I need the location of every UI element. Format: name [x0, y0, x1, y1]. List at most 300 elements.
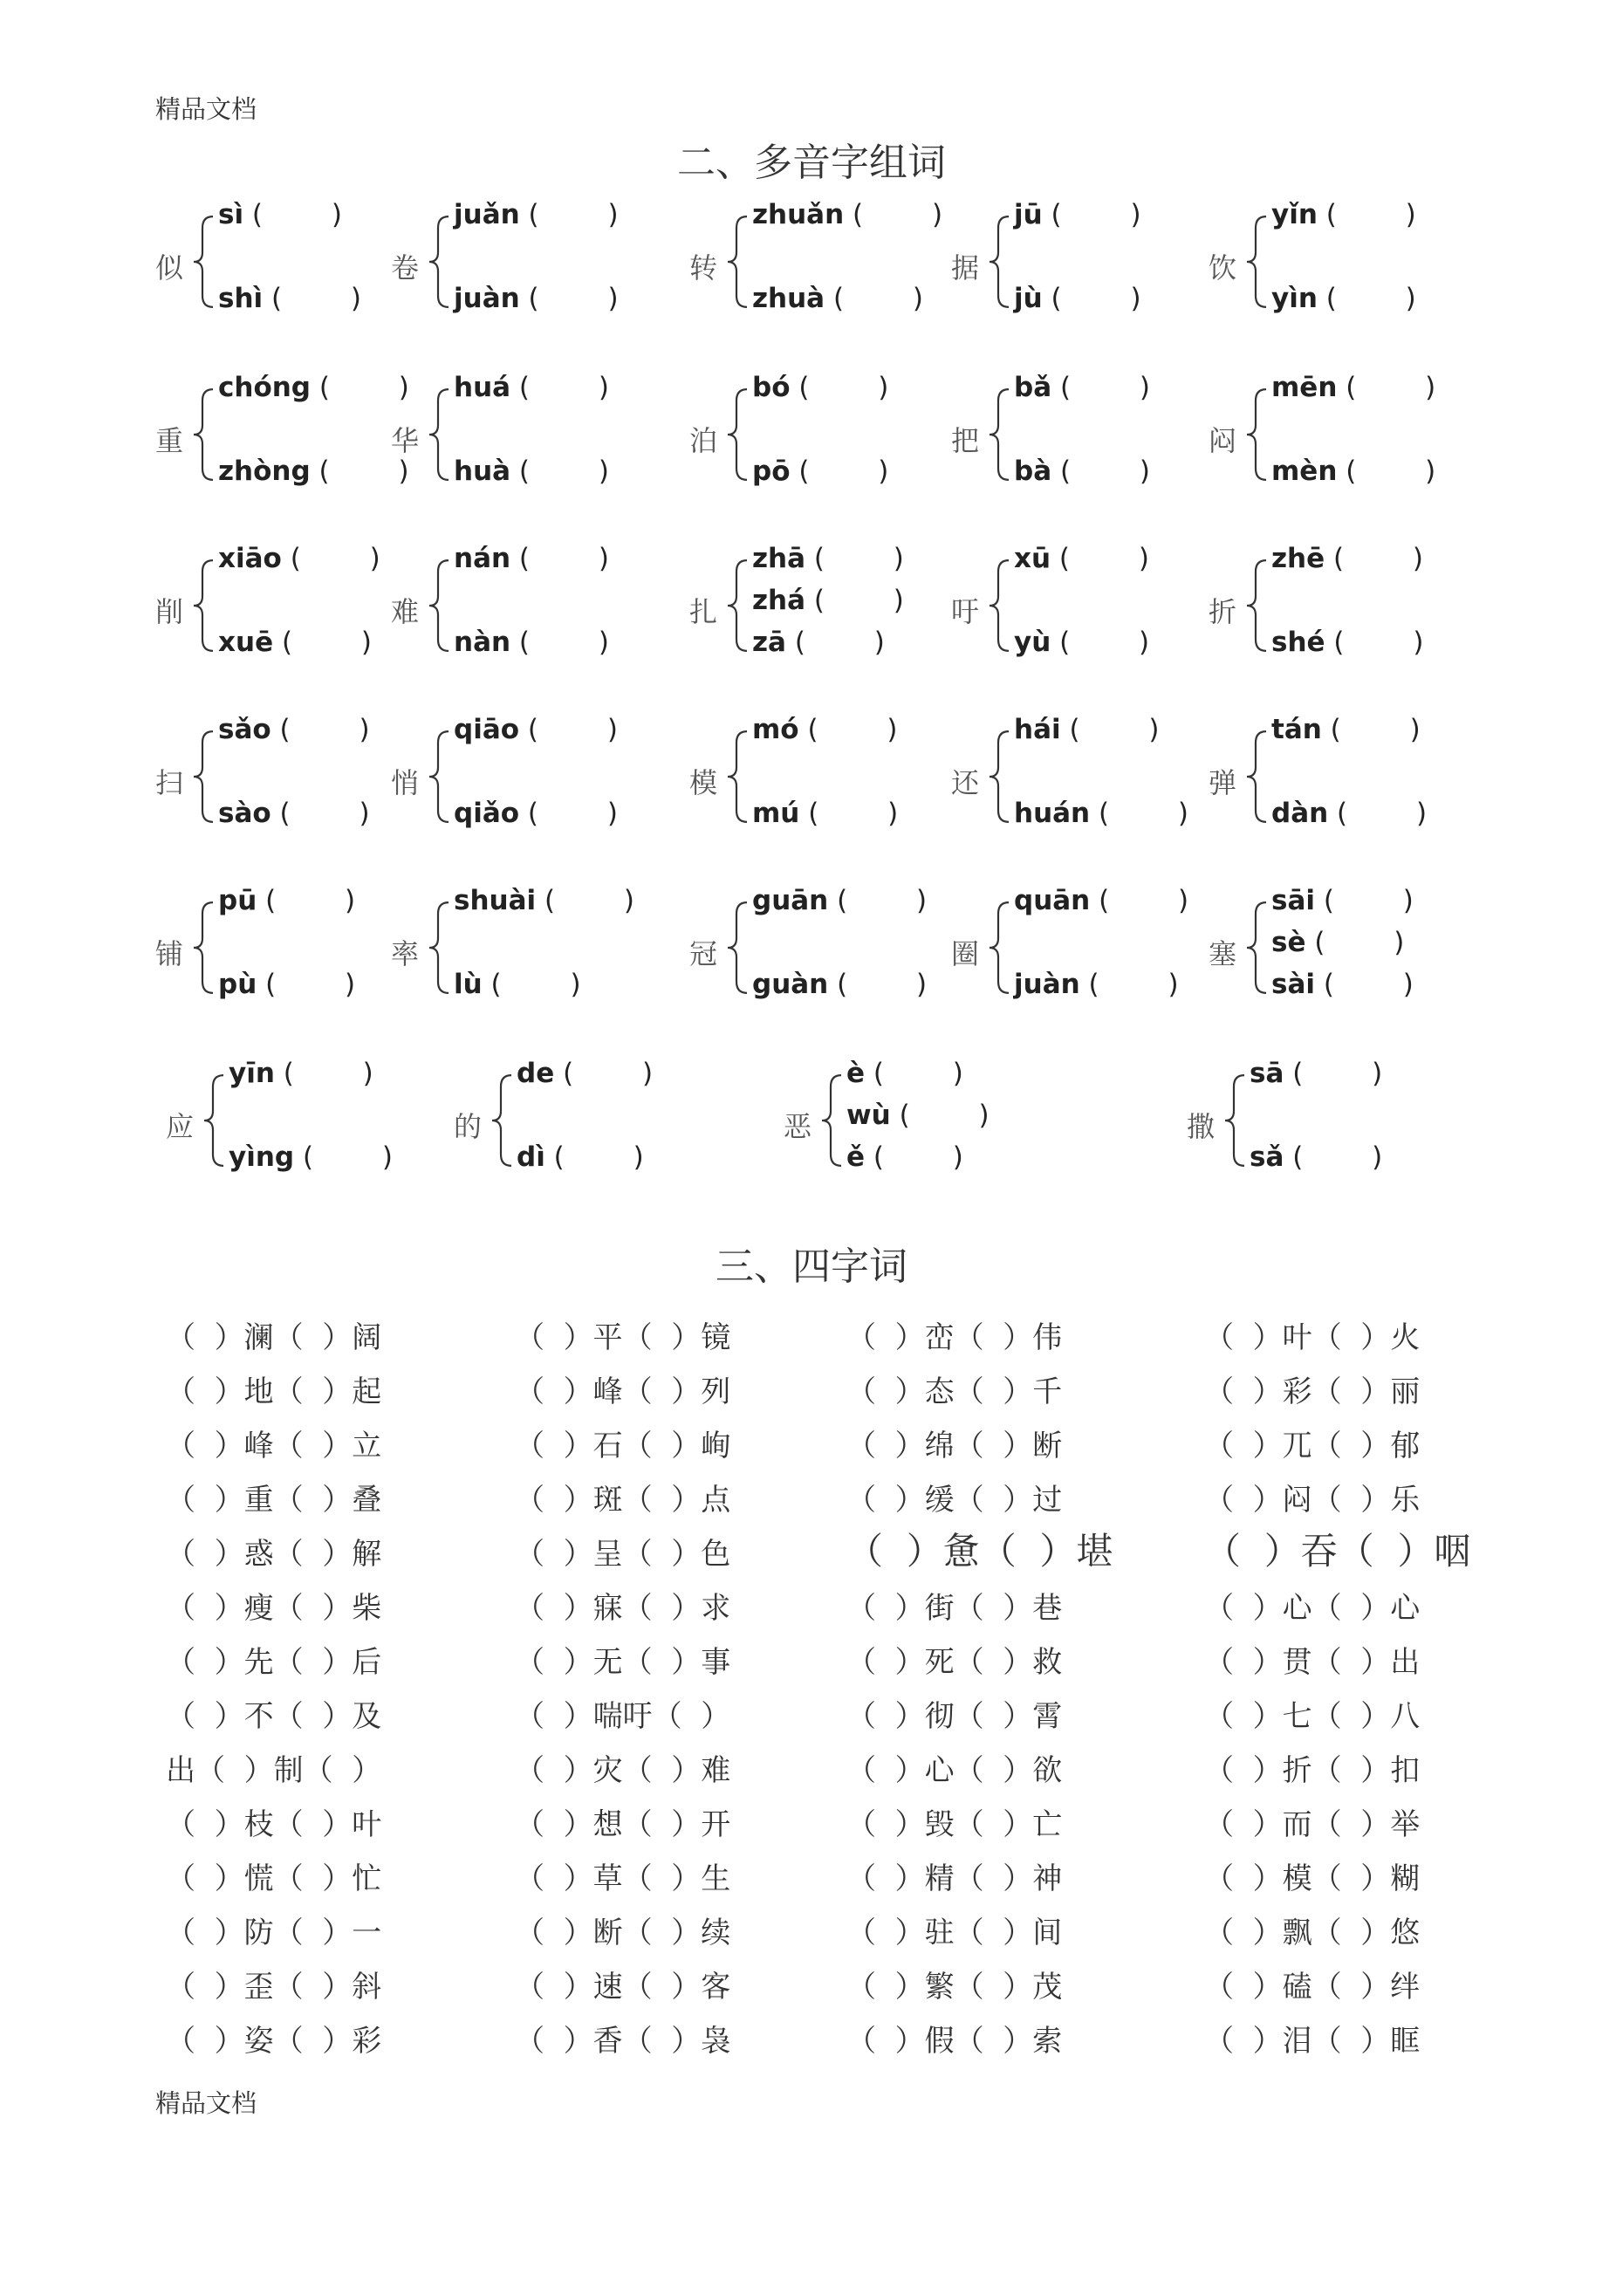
brace-icon: [988, 559, 1010, 653]
pinyin-reading: shuài: [454, 885, 537, 916]
polyphone-char: 扫: [155, 766, 184, 799]
pinyin-reading: juàn: [454, 283, 520, 314]
reading-blank[interactable]: [752, 585, 904, 616]
pinyin-reading: quān: [1014, 885, 1091, 916]
answer-parentheses: ( ): [1042, 199, 1141, 230]
reading-blank[interactable]: [218, 199, 342, 230]
brace-icon: [1245, 730, 1268, 824]
polyphone-group: [1209, 199, 1505, 316]
brace-icon: [820, 1073, 843, 1168]
reading-blank[interactable]: [752, 969, 927, 1000]
four-char-word-blank[interactable]: （ ）彻（ ）霄: [846, 1699, 1063, 1734]
four-char-word-blank[interactable]: （ ）驻（ ）间: [846, 1916, 1063, 1950]
reading-blank[interactable]: [454, 372, 609, 403]
brace-icon: [726, 730, 749, 824]
reading-blank[interactable]: [1014, 885, 1188, 916]
four-char-word-blank[interactable]: （ ）不（ ）及: [166, 1699, 382, 1734]
polyphone-group: [1209, 714, 1505, 831]
word-row: [166, 1422, 1527, 1474]
reading-blank[interactable]: [752, 283, 923, 314]
brace-icon: [988, 730, 1010, 824]
four-char-word-blank[interactable]: （ ）峦（ ）伟: [846, 1320, 1063, 1355]
pinyin-reading: yīn: [229, 1058, 275, 1089]
answer-parentheses: ( ): [828, 969, 928, 1000]
polyphone-group: [951, 543, 1248, 660]
pinyin-reading: shì: [218, 283, 264, 314]
pinyin-reading: sǎo: [218, 714, 271, 745]
polyphone-char: 把: [951, 424, 980, 457]
word-row: [166, 1909, 1527, 1961]
brace-icon: [192, 901, 215, 995]
four-char-word-blank[interactable]: （ ）草（ ）生: [515, 1861, 731, 1896]
word-row: [166, 1367, 1527, 1420]
answer-parentheses: ( ): [510, 456, 609, 487]
brace-icon: [988, 901, 1010, 995]
four-char-word-blank[interactable]: （ ）态（ ）千: [846, 1374, 1063, 1409]
four-char-word-blank[interactable]: （ ）惑（ ）解: [166, 1537, 382, 1572]
answer-parentheses: ( ): [890, 1100, 990, 1131]
reading-blank[interactable]: [846, 1141, 963, 1173]
polyphone-group: [689, 543, 986, 660]
pinyin-reading: dàn: [1271, 798, 1329, 829]
answer-parentheses: ( ): [828, 885, 928, 916]
answer-parentheses: ( ): [825, 283, 923, 314]
polyphone-char: 撒: [1187, 1110, 1216, 1143]
four-char-word-blank[interactable]: （ ）想（ ）开: [515, 1807, 731, 1842]
answer-parentheses: ( ): [865, 1141, 963, 1173]
polyphone-char: 率: [391, 937, 420, 970]
polyphone-group: [784, 1058, 1080, 1175]
pinyin-reading: huán: [1014, 798, 1091, 829]
four-char-word-blank[interactable]: （ ）枝（ ）叶: [166, 1807, 382, 1842]
pinyin-reading: shé: [1271, 627, 1325, 658]
polyphone-char: 塞: [1209, 937, 1237, 970]
reading-blank[interactable]: [218, 372, 409, 403]
pinyin-reading: qiǎo: [454, 798, 520, 829]
answer-parentheses: ( ): [519, 199, 619, 230]
answer-parentheses: ( ): [1051, 372, 1150, 403]
word-row: [166, 1530, 1527, 1582]
polyphone-char: 据: [951, 251, 980, 284]
pinyin-reading: dì: [517, 1141, 545, 1173]
pinyin-reading: guān: [752, 885, 829, 916]
reading-blank[interactable]: [1250, 1058, 1382, 1089]
four-char-word-blank[interactable]: （ ）贯（ ）出: [1204, 1645, 1421, 1680]
polyphone-group: [689, 885, 986, 1002]
brace-icon: [428, 901, 450, 995]
polyphone-char: 卷: [391, 251, 420, 284]
brace-icon: [1245, 559, 1268, 653]
answer-parentheses: ( ): [257, 885, 356, 916]
polyphone-char: 重: [155, 424, 184, 457]
answer-parentheses: ( ): [1079, 969, 1179, 1000]
reading-blank[interactable]: [1271, 927, 1404, 958]
answer-parentheses: ( ): [790, 456, 889, 487]
answer-parentheses: ( ): [274, 1058, 373, 1089]
brace-icon: [192, 387, 215, 482]
answer-parentheses: ( ): [270, 714, 370, 745]
four-char-word-blank[interactable]: （ ）歪（ ）斜: [166, 1970, 382, 2005]
brace-icon: [1245, 901, 1268, 995]
answer-parentheses: ( ): [1337, 456, 1436, 487]
pinyin-reading: sài: [1271, 969, 1315, 1000]
answer-parentheses: ( ): [270, 798, 370, 829]
four-char-word-blank[interactable]: （ ）澜（ ）阔: [166, 1320, 382, 1355]
four-char-word-blank[interactable]: （ ）死（ ）救: [846, 1645, 1063, 1680]
four-char-word-blank[interactable]: （ ）石（ ）峋: [515, 1429, 731, 1463]
answer-parentheses: ( ): [1325, 627, 1424, 658]
reading-blank[interactable]: [218, 885, 355, 916]
word-row: [166, 1638, 1527, 1690]
reading-blank[interactable]: [454, 456, 609, 487]
section-title-four-char-words: 三、四字词: [716, 1244, 907, 1289]
pinyin-reading: hái: [1014, 714, 1061, 745]
four-char-word-blank[interactable]: （ ）重（ ）叠: [166, 1483, 382, 1518]
polyphone-char: 难: [391, 595, 420, 628]
polyphone-char: 削: [155, 595, 184, 628]
answer-parentheses: ( ): [311, 372, 409, 403]
reading-blank[interactable]: [218, 798, 370, 829]
polyphone-group: [391, 885, 688, 1002]
four-char-word-blank[interactable]: （ ）心（ ）心: [1204, 1591, 1421, 1626]
polyphone-char: 折: [1209, 595, 1237, 628]
four-char-word-blank[interactable]: （ ）平（ ）镜: [515, 1320, 731, 1355]
reading-blank[interactable]: [1271, 372, 1435, 403]
word-row: [166, 1963, 1527, 2015]
answer-parentheses: ( ): [510, 372, 609, 403]
reading-blank[interactable]: [218, 543, 380, 574]
brace-icon: [428, 215, 450, 309]
pinyin-reading: juàn: [1014, 969, 1080, 1000]
pinyin-reading: tán: [1271, 714, 1322, 745]
word-row: [166, 2017, 1527, 2069]
polyphone-group: [1209, 372, 1505, 489]
reading-blank[interactable]: [1271, 885, 1414, 916]
polyphone-char: 圈: [951, 937, 980, 970]
four-char-word-blank[interactable]: （ ）峰（ ）立: [166, 1429, 382, 1463]
polyphone-char: 转: [689, 251, 718, 284]
reading-blank[interactable]: [218, 714, 370, 745]
four-char-word-blank[interactable]: （ ）磕（ ）绊: [1204, 1970, 1421, 2005]
answer-parentheses: ( ): [1042, 283, 1141, 314]
four-char-word-blank[interactable]: （ ）繁（ ）茂: [846, 1970, 1063, 2005]
reading-blank[interactable]: [752, 798, 898, 829]
four-char-word-blank[interactable]: （ ）而（ ）举: [1204, 1807, 1421, 1842]
four-char-word-blank[interactable]: （ ）慌（ ）忙: [166, 1861, 382, 1896]
brace-icon: [192, 559, 215, 653]
reading-blank[interactable]: [752, 456, 888, 487]
reading-blank[interactable]: [1250, 1141, 1382, 1173]
polyphone-group: [951, 885, 1248, 1002]
reading-blank[interactable]: [1271, 627, 1423, 658]
answer-parentheses: ( ): [510, 627, 609, 658]
four-char-word-blank[interactable]: （ ）彩（ ）丽: [1204, 1374, 1421, 1409]
reading-blank[interactable]: [454, 627, 609, 658]
answer-parentheses: ( ): [799, 798, 899, 829]
brace-icon: [490, 1073, 513, 1168]
pinyin-reading: sāi: [1271, 885, 1315, 916]
reading-blank[interactable]: [1271, 199, 1416, 230]
pinyin-reading: sǎ: [1250, 1141, 1284, 1173]
answer-parentheses: ( ): [1317, 199, 1416, 230]
reading-blank[interactable]: [229, 1141, 393, 1173]
reading-blank[interactable]: [454, 714, 618, 745]
four-char-word-blank[interactable]: （ ）速（ ）客: [515, 1970, 731, 2005]
pinyin-reading: ě: [846, 1141, 866, 1173]
reading-blank[interactable]: [1014, 543, 1149, 574]
four-char-word-blank[interactable]: （ ）防（ ）一: [166, 1916, 382, 1950]
pinyin-reading: jū: [1014, 199, 1043, 230]
polyphone-group: [689, 714, 986, 831]
four-char-word-blank[interactable]: （ ）泪（ ）眶: [1204, 2024, 1421, 2059]
four-char-word-blank[interactable]: （ ）无（ ）事: [515, 1645, 731, 1680]
reading-blank[interactable]: [846, 1058, 963, 1089]
answer-parentheses: ( ): [1325, 543, 1424, 574]
polyphone-group: [1209, 885, 1505, 1002]
answer-parentheses: ( ): [281, 543, 380, 574]
answer-parentheses: ( ): [1337, 372, 1436, 403]
pinyin-reading: wù: [846, 1100, 891, 1131]
polyphone-char: 弹: [1209, 766, 1237, 799]
pinyin-reading: pù: [218, 969, 257, 1000]
four-char-word-blank[interactable]: （ ）街（ ）巷: [846, 1591, 1063, 1626]
pinyin-reading: è: [846, 1058, 866, 1089]
reading-blank[interactable]: [1014, 283, 1141, 314]
reading-blank[interactable]: [1271, 798, 1427, 829]
polyphone-char: 扎: [689, 595, 718, 628]
pinyin-reading: sā: [1250, 1058, 1284, 1089]
polyphone-char: 铺: [155, 937, 184, 970]
polyphone-group: [391, 543, 688, 660]
polyphone-group: [166, 1058, 462, 1175]
reading-blank[interactable]: [454, 199, 619, 230]
reading-blank[interactable]: [752, 372, 888, 403]
answer-parentheses: ( ): [1305, 927, 1405, 958]
word-row: [166, 1692, 1527, 1744]
pinyin-reading: zā: [752, 627, 786, 658]
polyphone-char: 应: [166, 1110, 195, 1143]
answer-parentheses: ( ): [1284, 1141, 1383, 1173]
four-char-word-blank[interactable]: （ ）瘦（ ）柴: [166, 1591, 382, 1626]
brace-icon: [726, 559, 749, 653]
four-char-word-blank[interactable]: （ ）七（ ）八: [1204, 1699, 1421, 1734]
brace-icon: [988, 215, 1010, 309]
answer-parentheses: ( ): [1051, 543, 1149, 574]
reading-blank[interactable]: [1014, 714, 1160, 745]
pinyin-reading: de: [517, 1058, 555, 1089]
pinyin-reading: zhuǎn: [752, 199, 845, 230]
pinyin-reading: qiāo: [454, 714, 520, 745]
reading-blank[interactable]: [454, 885, 634, 916]
reading-blank[interactable]: [1014, 199, 1141, 230]
reading-blank[interactable]: [454, 283, 619, 314]
four-char-word-blank[interactable]: （ ）吞（ ）咽: [1204, 1530, 1471, 1573]
reading-blank[interactable]: [1014, 969, 1179, 1000]
pinyin-reading: bǎ: [1014, 372, 1052, 403]
reading-blank[interactable]: [752, 885, 927, 916]
pinyin-reading: xū: [1014, 543, 1051, 574]
word-row: [166, 1313, 1527, 1366]
pinyin-reading: yìn: [1271, 283, 1318, 314]
pinyin-reading: jù: [1014, 283, 1043, 314]
answer-parentheses: ( ): [805, 543, 904, 574]
four-char-word-blank[interactable]: （ ）惫（ ）堪: [846, 1530, 1113, 1573]
four-char-word-blank[interactable]: （ ）喘吁（ ）: [515, 1699, 731, 1734]
polyphone-group: [1209, 543, 1505, 660]
reading-blank[interactable]: [517, 1141, 644, 1173]
reading-blank[interactable]: [517, 1058, 653, 1089]
polyphone-char: 饮: [1209, 251, 1237, 284]
reading-blank[interactable]: [1271, 456, 1435, 487]
page-footer: 精品文档: [155, 2088, 257, 2118]
reading-blank[interactable]: [752, 199, 942, 230]
pinyin-reading: mó: [752, 714, 799, 745]
pinyin-reading: huà: [454, 456, 511, 487]
brace-icon: [1245, 215, 1268, 309]
brace-icon: [726, 215, 749, 309]
reading-blank[interactable]: [1014, 456, 1150, 487]
polyphone-char: 恶: [784, 1110, 812, 1143]
word-row: [166, 1746, 1527, 1799]
four-char-word-blank[interactable]: （ ）寐（ ）求: [515, 1591, 731, 1626]
reading-blank[interactable]: [454, 543, 609, 574]
reading-blank[interactable]: [218, 969, 355, 1000]
answer-parentheses: ( ): [790, 372, 889, 403]
brace-icon: [428, 387, 450, 482]
section-title-polyphones: 二、多音字组词: [677, 141, 946, 185]
reading-blank[interactable]: [218, 456, 409, 487]
pinyin-reading: chóng: [218, 372, 312, 403]
four-char-word-blank[interactable]: （ ）闷（ ）乐: [1204, 1483, 1421, 1518]
four-char-word-blank[interactable]: （ ）飘（ ）悠: [1204, 1916, 1421, 1950]
brace-icon: [1245, 387, 1268, 482]
four-char-word-blank[interactable]: （ ）模（ ）糊: [1204, 1861, 1421, 1896]
reading-blank[interactable]: [1271, 714, 1421, 745]
four-char-word-blank[interactable]: （ ）灾（ ）难: [515, 1753, 731, 1788]
four-char-word-blank[interactable]: （ ）姿（ ）彩: [166, 2024, 382, 2059]
reading-blank[interactable]: [752, 627, 885, 658]
reading-blank[interactable]: [454, 969, 581, 1000]
reading-blank[interactable]: [229, 1058, 373, 1089]
brace-icon: [202, 1073, 225, 1168]
answer-parentheses: ( ): [310, 456, 409, 487]
four-char-word-blank[interactable]: （ ）叶（ ）火: [1204, 1320, 1421, 1355]
polyphone-group: [689, 199, 986, 316]
reading-blank[interactable]: [846, 1100, 990, 1131]
four-char-word-blank[interactable]: （ ）缓（ ）过: [846, 1483, 1063, 1518]
reading-blank[interactable]: [752, 714, 897, 745]
answer-parentheses: ( ): [798, 714, 898, 745]
polyphone-group: [1187, 1058, 1483, 1175]
reading-blank[interactable]: [1271, 283, 1416, 314]
polyphone-group: [689, 372, 986, 489]
answer-parentheses: ( ): [554, 1058, 654, 1089]
four-char-word-blank[interactable]: （ ）绵（ ）断: [846, 1429, 1063, 1463]
answer-parentheses: ( ): [243, 199, 342, 230]
polyphone-char: 华: [391, 424, 420, 457]
pinyin-reading: sào: [218, 798, 271, 829]
answer-parentheses: ( ): [263, 283, 362, 314]
polyphone-char: 闷: [1209, 424, 1237, 457]
pinyin-reading: xiāo: [218, 543, 282, 574]
four-char-word-blank[interactable]: （ ）心（ ）欲: [846, 1753, 1063, 1788]
four-char-word-blank[interactable]: （ ）折（ ）扣: [1204, 1753, 1421, 1788]
pinyin-reading: mú: [752, 798, 800, 829]
four-char-word-blank[interactable]: 出（ ）制（ ）: [166, 1753, 382, 1788]
reading-blank[interactable]: [1014, 798, 1188, 829]
reading-blank[interactable]: [1014, 372, 1150, 403]
four-char-word-blank[interactable]: （ ）断（ ）续: [515, 1916, 731, 1950]
pinyin-reading: zhòng: [218, 456, 311, 487]
four-char-word-blank[interactable]: （ ）毁（ ）亡: [846, 1807, 1063, 1842]
four-char-word-blank[interactable]: （ ）峰（ ）列: [515, 1374, 731, 1409]
pinyin-reading: sè: [1271, 927, 1306, 958]
reading-blank[interactable]: [752, 543, 904, 574]
pinyin-reading: zhē: [1271, 543, 1325, 574]
word-row: [166, 1584, 1527, 1636]
reading-blank[interactable]: [1271, 969, 1414, 1000]
word-row: [166, 1800, 1527, 1853]
pinyin-reading: zhá: [752, 585, 806, 616]
four-char-word-blank[interactable]: （ ）香（ ）袅: [515, 2024, 731, 2059]
answer-parentheses: ( ): [519, 283, 619, 314]
answer-parentheses: ( ): [519, 714, 618, 745]
answer-parentheses: ( ): [844, 199, 943, 230]
answer-parentheses: ( ): [865, 1058, 963, 1089]
answer-parentheses: ( ): [1284, 1058, 1383, 1089]
four-char-word-blank[interactable]: （ ）兀（ ）郁: [1204, 1429, 1421, 1463]
four-char-word-blank[interactable]: （ ）精（ ）神: [846, 1861, 1063, 1896]
pinyin-reading: nàn: [454, 627, 511, 658]
answer-parentheses: ( ): [1321, 714, 1421, 745]
reading-blank[interactable]: [454, 798, 618, 829]
brace-icon: [726, 387, 749, 482]
reading-blank[interactable]: [218, 283, 361, 314]
pinyin-reading: xuē: [218, 627, 274, 658]
reading-blank[interactable]: [218, 627, 372, 658]
pinyin-reading: zhuà: [752, 283, 825, 314]
pinyin-reading: pō: [752, 456, 791, 487]
answer-parentheses: ( ): [536, 885, 635, 916]
polyphone-char: 的: [454, 1110, 483, 1143]
pinyin-reading: bó: [752, 372, 791, 403]
answer-parentheses: ( ): [1060, 714, 1160, 745]
brace-icon: [428, 559, 450, 653]
polyphone-char: 悄: [391, 766, 420, 799]
reading-blank[interactable]: [1271, 543, 1423, 574]
polyphone-group: [951, 372, 1248, 489]
four-char-word-blank[interactable]: （ ）呈（ ）色: [515, 1537, 731, 1572]
brace-icon: [192, 215, 215, 309]
word-row: [166, 1854, 1527, 1907]
answer-parentheses: ( ): [1315, 885, 1414, 916]
answer-parentheses: ( ): [294, 1141, 393, 1173]
pinyin-reading: yù: [1014, 627, 1051, 658]
four-char-word-blank[interactable]: （ ）假（ ）索: [846, 2024, 1063, 2059]
four-char-word-blank[interactable]: （ ）斑（ ）点: [515, 1483, 731, 1518]
polyphone-group: [951, 199, 1248, 316]
answer-parentheses: ( ): [519, 798, 618, 829]
brace-icon: [988, 387, 1010, 482]
polyphone-char: 似: [155, 251, 184, 284]
answer-parentheses: ( ): [1090, 885, 1189, 916]
four-char-word-blank[interactable]: （ ）先（ ）后: [166, 1645, 382, 1680]
polyphone-char: 模: [689, 766, 718, 799]
answer-parentheses: ( ): [805, 585, 904, 616]
four-char-word-blank[interactable]: （ ）地（ ）起: [166, 1374, 382, 1409]
reading-blank[interactable]: [1014, 627, 1149, 658]
pinyin-reading: guàn: [752, 969, 829, 1000]
